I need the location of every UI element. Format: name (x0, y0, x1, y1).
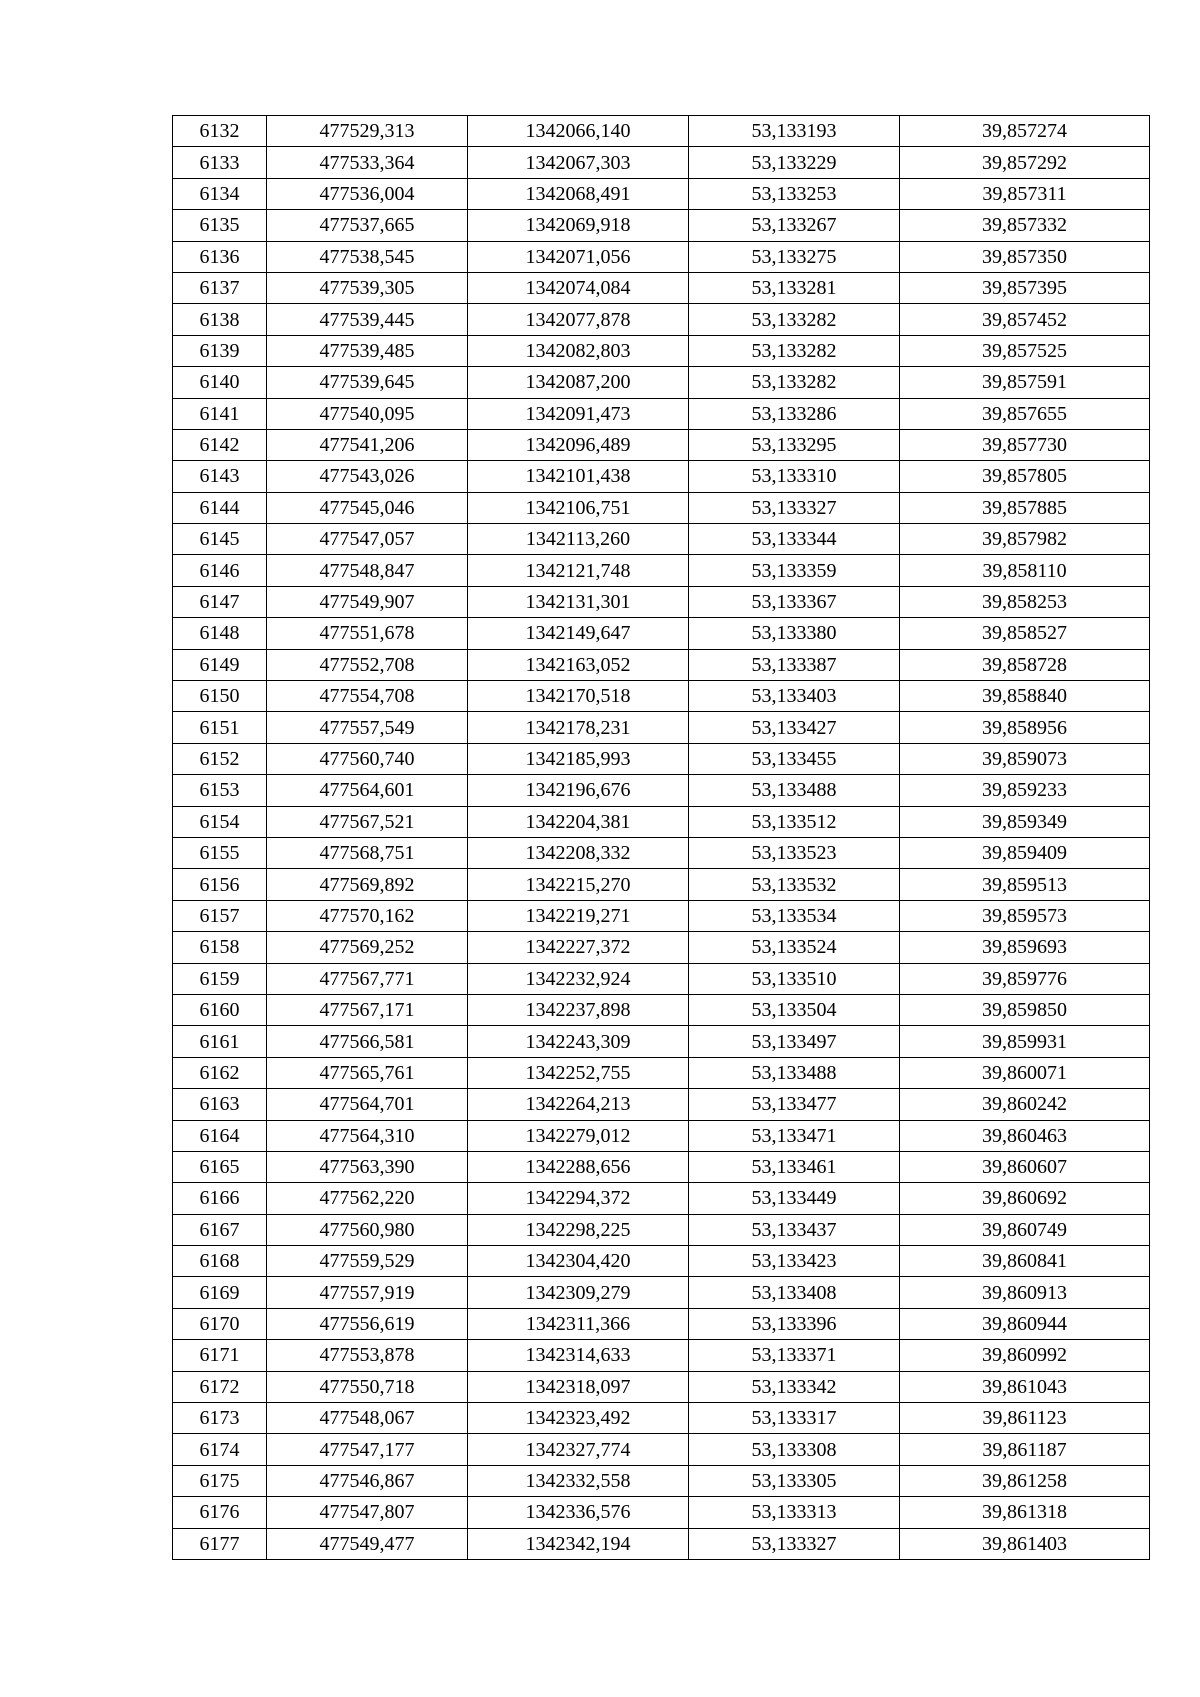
y-coordinate-cell: 1342298,225 (468, 1214, 689, 1245)
table-row (173, 649, 1150, 680)
y-coordinate-cell: 1342323,492 (468, 1403, 689, 1434)
x-coordinate-cell: 477541,206 (267, 429, 468, 460)
longitude-cell: 39,857982 (900, 524, 1150, 555)
latitude-cell: 53,133282 (689, 304, 900, 335)
table-row (173, 1497, 1150, 1528)
point-number-cell: 6133 (173, 147, 267, 178)
x-coordinate-cell: 477560,980 (267, 1214, 468, 1245)
y-coordinate-cell: 1342069,918 (468, 210, 689, 241)
y-coordinate-cell: 1342163,052 (468, 649, 689, 680)
table-row (173, 932, 1150, 963)
table-row (173, 743, 1150, 774)
point-number-cell: 6135 (173, 210, 267, 241)
table-row (173, 1434, 1150, 1465)
x-coordinate-cell: 477556,619 (267, 1308, 468, 1339)
y-coordinate-cell: 1342113,260 (468, 524, 689, 555)
latitude-cell: 53,133510 (689, 963, 900, 994)
longitude-cell: 39,857350 (900, 241, 1150, 272)
x-coordinate-cell: 477536,004 (267, 178, 468, 209)
latitude-cell: 53,133229 (689, 147, 900, 178)
table-row (173, 524, 1150, 555)
x-coordinate-cell: 477567,771 (267, 963, 468, 994)
table-row (173, 1183, 1150, 1214)
y-coordinate-cell: 1342342,194 (468, 1528, 689, 1559)
y-coordinate-cell: 1342332,558 (468, 1465, 689, 1496)
longitude-cell: 39,861043 (900, 1371, 1150, 1402)
y-coordinate-cell: 1342071,056 (468, 241, 689, 272)
x-coordinate-cell: 477551,678 (267, 618, 468, 649)
longitude-cell: 39,858253 (900, 586, 1150, 617)
y-coordinate-cell: 1342237,898 (468, 994, 689, 1025)
point-number-cell: 6164 (173, 1120, 267, 1151)
latitude-cell: 53,133512 (689, 806, 900, 837)
latitude-cell: 53,133455 (689, 743, 900, 774)
x-coordinate-cell: 477548,067 (267, 1403, 468, 1434)
y-coordinate-cell: 1342196,676 (468, 775, 689, 806)
y-coordinate-cell: 1342264,213 (468, 1089, 689, 1120)
longitude-cell: 39,860913 (900, 1277, 1150, 1308)
y-coordinate-cell: 1342077,878 (468, 304, 689, 335)
table-row (173, 712, 1150, 743)
y-coordinate-cell: 1342204,381 (468, 806, 689, 837)
latitude-cell: 53,133449 (689, 1183, 900, 1214)
table-row (173, 555, 1150, 586)
longitude-cell: 39,861318 (900, 1497, 1150, 1528)
table-row (173, 837, 1150, 868)
table-row (173, 398, 1150, 429)
longitude-cell: 39,858840 (900, 681, 1150, 712)
table-row (173, 1057, 1150, 1088)
longitude-cell: 39,859513 (900, 869, 1150, 900)
x-coordinate-cell: 477552,708 (267, 649, 468, 680)
x-coordinate-cell: 477540,095 (267, 398, 468, 429)
table-row (173, 1214, 1150, 1245)
latitude-cell: 53,133310 (689, 461, 900, 492)
longitude-cell: 39,859573 (900, 900, 1150, 931)
point-number-cell: 6140 (173, 367, 267, 398)
x-coordinate-cell: 477553,878 (267, 1340, 468, 1371)
point-number-cell: 6153 (173, 775, 267, 806)
latitude-cell: 53,133359 (689, 555, 900, 586)
y-coordinate-cell: 1342066,140 (468, 116, 689, 147)
latitude-cell: 53,133504 (689, 994, 900, 1025)
longitude-cell: 39,858728 (900, 649, 1150, 680)
longitude-cell: 39,858110 (900, 555, 1150, 586)
table-row (173, 1340, 1150, 1371)
table-row (173, 869, 1150, 900)
y-coordinate-cell: 1342096,489 (468, 429, 689, 460)
y-coordinate-cell: 1342311,366 (468, 1308, 689, 1339)
table-row (173, 1465, 1150, 1496)
point-number-cell: 6169 (173, 1277, 267, 1308)
table-row (173, 1089, 1150, 1120)
table-row (173, 429, 1150, 460)
point-number-cell: 6139 (173, 335, 267, 366)
x-coordinate-cell: 477533,364 (267, 147, 468, 178)
y-coordinate-cell: 1342232,924 (468, 963, 689, 994)
latitude-cell: 53,133532 (689, 869, 900, 900)
longitude-cell: 39,857525 (900, 335, 1150, 366)
latitude-cell: 53,133403 (689, 681, 900, 712)
point-number-cell: 6157 (173, 900, 267, 931)
point-number-cell: 6148 (173, 618, 267, 649)
y-coordinate-cell: 1342208,332 (468, 837, 689, 868)
longitude-cell: 39,858956 (900, 712, 1150, 743)
latitude-cell: 53,133380 (689, 618, 900, 649)
latitude-cell: 53,133488 (689, 775, 900, 806)
latitude-cell: 53,133523 (689, 837, 900, 868)
x-coordinate-cell: 477569,252 (267, 932, 468, 963)
longitude-cell: 39,859931 (900, 1026, 1150, 1057)
point-number-cell: 6172 (173, 1371, 267, 1402)
longitude-cell: 39,859409 (900, 837, 1150, 868)
y-coordinate-cell: 1342279,012 (468, 1120, 689, 1151)
point-number-cell: 6146 (173, 555, 267, 586)
y-coordinate-cell: 1342309,279 (468, 1277, 689, 1308)
y-coordinate-cell: 1342215,270 (468, 869, 689, 900)
y-coordinate-cell: 1342318,097 (468, 1371, 689, 1402)
longitude-cell: 39,857730 (900, 429, 1150, 460)
x-coordinate-cell: 477543,026 (267, 461, 468, 492)
y-coordinate-cell: 1342087,200 (468, 367, 689, 398)
latitude-cell: 53,133344 (689, 524, 900, 555)
latitude-cell: 53,133534 (689, 900, 900, 931)
table-row (173, 681, 1150, 712)
latitude-cell: 53,133286 (689, 398, 900, 429)
longitude-cell: 39,860841 (900, 1246, 1150, 1277)
latitude-cell: 53,133367 (689, 586, 900, 617)
x-coordinate-cell: 477567,521 (267, 806, 468, 837)
point-number-cell: 6150 (173, 681, 267, 712)
x-coordinate-cell: 477564,701 (267, 1089, 468, 1120)
x-coordinate-cell: 477546,867 (267, 1465, 468, 1496)
table-row (173, 304, 1150, 335)
longitude-cell: 39,857655 (900, 398, 1150, 429)
latitude-cell: 53,133396 (689, 1308, 900, 1339)
x-coordinate-cell: 477560,740 (267, 743, 468, 774)
x-coordinate-cell: 477563,390 (267, 1151, 468, 1182)
x-coordinate-cell: 477550,718 (267, 1371, 468, 1402)
y-coordinate-cell: 1342067,303 (468, 147, 689, 178)
x-coordinate-cell: 477539,445 (267, 304, 468, 335)
latitude-cell: 53,133308 (689, 1434, 900, 1465)
table-row (173, 1277, 1150, 1308)
point-number-cell: 6154 (173, 806, 267, 837)
latitude-cell: 53,133461 (689, 1151, 900, 1182)
y-coordinate-cell: 1342227,372 (468, 932, 689, 963)
longitude-cell: 39,859850 (900, 994, 1150, 1025)
y-coordinate-cell: 1342219,271 (468, 900, 689, 931)
table-row (173, 210, 1150, 241)
longitude-cell: 39,860463 (900, 1120, 1150, 1151)
longitude-cell: 39,857591 (900, 367, 1150, 398)
y-coordinate-cell: 1342170,518 (468, 681, 689, 712)
y-coordinate-cell: 1342336,576 (468, 1497, 689, 1528)
y-coordinate-cell: 1342294,372 (468, 1183, 689, 1214)
point-number-cell: 6176 (173, 1497, 267, 1528)
point-number-cell: 6144 (173, 492, 267, 523)
table-row (173, 994, 1150, 1025)
x-coordinate-cell: 477567,171 (267, 994, 468, 1025)
point-number-cell: 6147 (173, 586, 267, 617)
x-coordinate-cell: 477568,751 (267, 837, 468, 868)
longitude-cell: 39,857311 (900, 178, 1150, 209)
longitude-cell: 39,860749 (900, 1214, 1150, 1245)
x-coordinate-cell: 477554,708 (267, 681, 468, 712)
table-row (173, 1403, 1150, 1434)
point-number-cell: 6155 (173, 837, 267, 868)
table-row (173, 806, 1150, 837)
latitude-cell: 53,133327 (689, 492, 900, 523)
x-coordinate-cell: 477548,847 (267, 555, 468, 586)
y-coordinate-cell: 1342074,084 (468, 272, 689, 303)
latitude-cell: 53,133342 (689, 1371, 900, 1402)
latitude-cell: 53,133282 (689, 335, 900, 366)
y-coordinate-cell: 1342106,751 (468, 492, 689, 523)
table-row (173, 1528, 1150, 1559)
point-number-cell: 6173 (173, 1403, 267, 1434)
latitude-cell: 53,133471 (689, 1120, 900, 1151)
point-number-cell: 6177 (173, 1528, 267, 1559)
point-number-cell: 6170 (173, 1308, 267, 1339)
longitude-cell: 39,859776 (900, 963, 1150, 994)
table-row (173, 335, 1150, 366)
latitude-cell: 53,133437 (689, 1214, 900, 1245)
latitude-cell: 53,133497 (689, 1026, 900, 1057)
y-coordinate-cell: 1342185,993 (468, 743, 689, 774)
point-number-cell: 6141 (173, 398, 267, 429)
table-row (173, 241, 1150, 272)
y-coordinate-cell: 1342243,309 (468, 1026, 689, 1057)
longitude-cell: 39,857885 (900, 492, 1150, 523)
x-coordinate-cell: 477539,485 (267, 335, 468, 366)
longitude-cell: 39,857452 (900, 304, 1150, 335)
x-coordinate-cell: 477564,601 (267, 775, 468, 806)
point-number-cell: 6161 (173, 1026, 267, 1057)
point-number-cell: 6163 (173, 1089, 267, 1120)
x-coordinate-cell: 477547,177 (267, 1434, 468, 1465)
longitude-cell: 39,859349 (900, 806, 1150, 837)
y-coordinate-cell: 1342121,748 (468, 555, 689, 586)
longitude-cell: 39,857292 (900, 147, 1150, 178)
longitude-cell: 39,860071 (900, 1057, 1150, 1088)
point-number-cell: 6168 (173, 1246, 267, 1277)
x-coordinate-cell: 477557,919 (267, 1277, 468, 1308)
longitude-cell: 39,860607 (900, 1151, 1150, 1182)
table-row (173, 492, 1150, 523)
latitude-cell: 53,133317 (689, 1403, 900, 1434)
longitude-cell: 39,859693 (900, 932, 1150, 963)
x-coordinate-cell: 477565,761 (267, 1057, 468, 1088)
y-coordinate-cell: 1342178,231 (468, 712, 689, 743)
longitude-cell: 39,860692 (900, 1183, 1150, 1214)
longitude-cell: 39,860992 (900, 1340, 1150, 1371)
table-row (173, 963, 1150, 994)
point-number-cell: 6167 (173, 1214, 267, 1245)
y-coordinate-cell: 1342149,647 (468, 618, 689, 649)
y-coordinate-cell: 1342288,656 (468, 1151, 689, 1182)
point-number-cell: 6149 (173, 649, 267, 680)
x-coordinate-cell: 477529,313 (267, 116, 468, 147)
x-coordinate-cell: 477539,645 (267, 367, 468, 398)
y-coordinate-cell: 1342101,438 (468, 461, 689, 492)
point-number-cell: 6162 (173, 1057, 267, 1088)
x-coordinate-cell: 477570,162 (267, 900, 468, 931)
x-coordinate-cell: 477564,310 (267, 1120, 468, 1151)
point-number-cell: 6156 (173, 869, 267, 900)
x-coordinate-cell: 477559,529 (267, 1246, 468, 1277)
table-row (173, 1120, 1150, 1151)
x-coordinate-cell: 477566,581 (267, 1026, 468, 1057)
point-number-cell: 6136 (173, 241, 267, 272)
point-number-cell: 6160 (173, 994, 267, 1025)
y-coordinate-cell: 1342131,301 (468, 586, 689, 617)
point-number-cell: 6159 (173, 963, 267, 994)
longitude-cell: 39,859233 (900, 775, 1150, 806)
table-row (173, 775, 1150, 806)
table-row (173, 367, 1150, 398)
x-coordinate-cell: 477549,477 (267, 1528, 468, 1559)
table-row (173, 116, 1150, 147)
longitude-cell: 39,860944 (900, 1308, 1150, 1339)
x-coordinate-cell: 477547,057 (267, 524, 468, 555)
latitude-cell: 53,133281 (689, 272, 900, 303)
y-coordinate-cell: 1342091,473 (468, 398, 689, 429)
point-number-cell: 6134 (173, 178, 267, 209)
latitude-cell: 53,133267 (689, 210, 900, 241)
table-row (173, 1151, 1150, 1182)
x-coordinate-cell: 477557,549 (267, 712, 468, 743)
y-coordinate-cell: 1342314,633 (468, 1340, 689, 1371)
table-row (173, 147, 1150, 178)
point-number-cell: 6138 (173, 304, 267, 335)
latitude-cell: 53,133295 (689, 429, 900, 460)
table-row (173, 178, 1150, 209)
latitude-cell: 53,133305 (689, 1465, 900, 1496)
latitude-cell: 53,133371 (689, 1340, 900, 1371)
latitude-cell: 53,133327 (689, 1528, 900, 1559)
latitude-cell: 53,133524 (689, 932, 900, 963)
latitude-cell: 53,133488 (689, 1057, 900, 1088)
y-coordinate-cell: 1342082,803 (468, 335, 689, 366)
x-coordinate-cell: 477539,305 (267, 272, 468, 303)
point-number-cell: 6151 (173, 712, 267, 743)
point-number-cell: 6165 (173, 1151, 267, 1182)
x-coordinate-cell: 477538,545 (267, 241, 468, 272)
longitude-cell: 39,860242 (900, 1089, 1150, 1120)
point-number-cell: 6142 (173, 429, 267, 460)
y-coordinate-cell: 1342327,774 (468, 1434, 689, 1465)
x-coordinate-cell: 477562,220 (267, 1183, 468, 1214)
longitude-cell: 39,861403 (900, 1528, 1150, 1559)
point-number-cell: 6145 (173, 524, 267, 555)
table-row (173, 272, 1150, 303)
latitude-cell: 53,133193 (689, 116, 900, 147)
latitude-cell: 53,133387 (689, 649, 900, 680)
coordinates-table (172, 115, 1150, 1560)
x-coordinate-cell: 477545,046 (267, 492, 468, 523)
longitude-cell: 39,857805 (900, 461, 1150, 492)
table-row (173, 1371, 1150, 1402)
longitude-cell: 39,861258 (900, 1465, 1150, 1496)
latitude-cell: 53,133423 (689, 1246, 900, 1277)
latitude-cell: 53,133427 (689, 712, 900, 743)
coordinates-table-body (173, 116, 1150, 1560)
y-coordinate-cell: 1342068,491 (468, 178, 689, 209)
longitude-cell: 39,861187 (900, 1434, 1150, 1465)
point-number-cell: 6132 (173, 116, 267, 147)
point-number-cell: 6152 (173, 743, 267, 774)
x-coordinate-cell: 477547,807 (267, 1497, 468, 1528)
longitude-cell: 39,858527 (900, 618, 1150, 649)
latitude-cell: 53,133282 (689, 367, 900, 398)
table-row (173, 900, 1150, 931)
point-number-cell: 6158 (173, 932, 267, 963)
point-number-cell: 6171 (173, 1340, 267, 1371)
table-row (173, 1246, 1150, 1277)
x-coordinate-cell: 477537,665 (267, 210, 468, 241)
point-number-cell: 6174 (173, 1434, 267, 1465)
x-coordinate-cell: 477549,907 (267, 586, 468, 617)
table-row (173, 586, 1150, 617)
x-coordinate-cell: 477569,892 (267, 869, 468, 900)
latitude-cell: 53,133253 (689, 178, 900, 209)
y-coordinate-cell: 1342304,420 (468, 1246, 689, 1277)
latitude-cell: 53,133275 (689, 241, 900, 272)
latitude-cell: 53,133408 (689, 1277, 900, 1308)
latitude-cell: 53,133313 (689, 1497, 900, 1528)
longitude-cell: 39,857274 (900, 116, 1150, 147)
longitude-cell: 39,857332 (900, 210, 1150, 241)
table-row (173, 461, 1150, 492)
table-row (173, 1308, 1150, 1339)
point-number-cell: 6143 (173, 461, 267, 492)
point-number-cell: 6175 (173, 1465, 267, 1496)
latitude-cell: 53,133477 (689, 1089, 900, 1120)
longitude-cell: 39,861123 (900, 1403, 1150, 1434)
table-row (173, 618, 1150, 649)
table-row (173, 1026, 1150, 1057)
point-number-cell: 6166 (173, 1183, 267, 1214)
longitude-cell: 39,857395 (900, 272, 1150, 303)
point-number-cell: 6137 (173, 272, 267, 303)
y-coordinate-cell: 1342252,755 (468, 1057, 689, 1088)
longitude-cell: 39,859073 (900, 743, 1150, 774)
